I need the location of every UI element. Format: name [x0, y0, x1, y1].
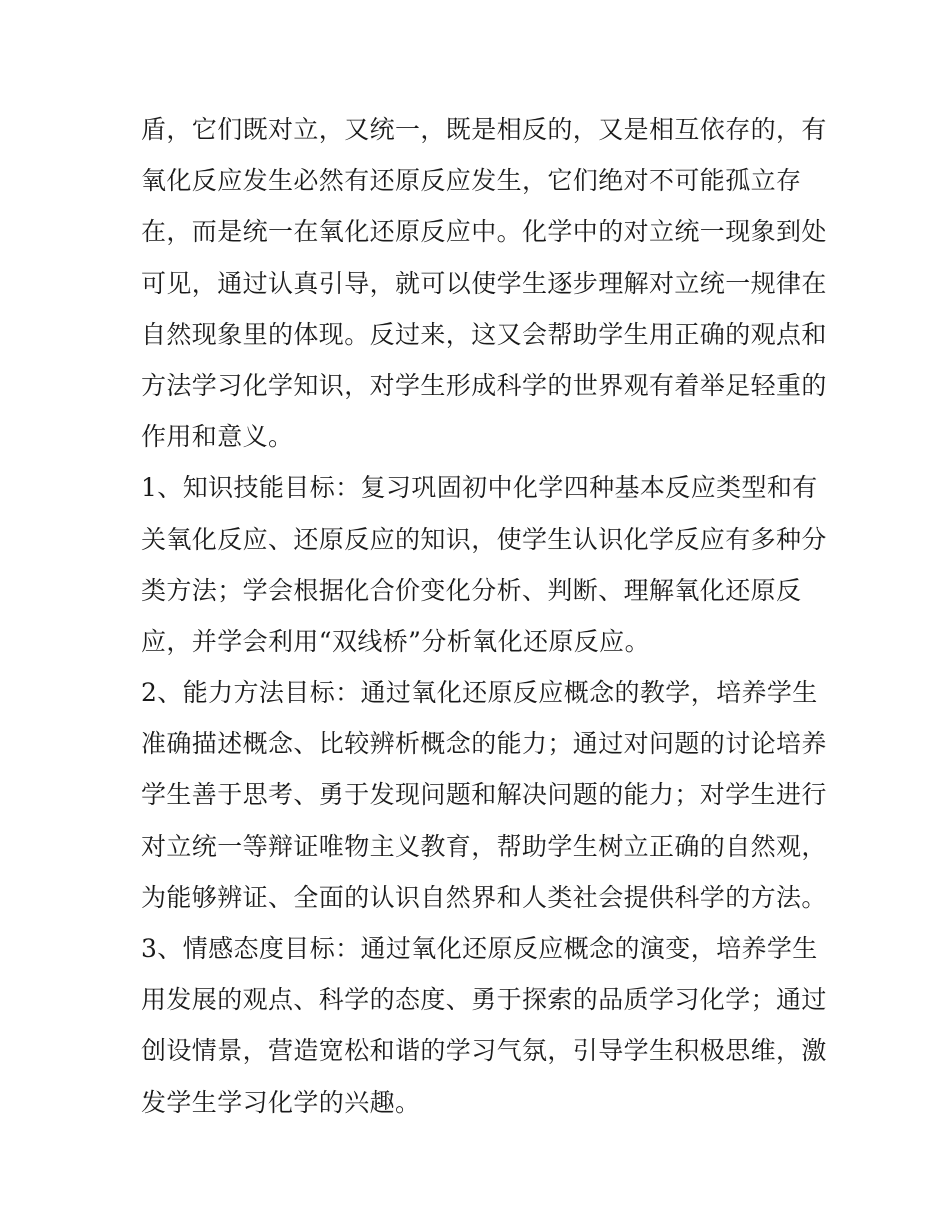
text-line: 方法学习化学知识，对学生形成科学的世界观有着举足轻重的	[141, 370, 827, 400]
text-line: 创设情景，营造宽松和谐的学习气氛，引导学生积极思维，激	[141, 1036, 827, 1066]
text-line: 氧化反应发生必然有还原反应发生，它们绝对不可能孤立存	[141, 166, 802, 196]
text-line: 作用和意义。	[141, 422, 294, 452]
text-line: 发学生学习化学的兴趣。	[141, 1087, 421, 1117]
text-line: 用发展的观点、科学的态度、勇于探索的品质学习化学；通过	[141, 985, 827, 1015]
text-line: 对立统一等辩证唯物主义教育，帮助学生树立正确的自然观，	[141, 831, 827, 861]
text-line: 可见，通过认真引导，就可以使学生逐步理解对立统一规律在	[141, 268, 827, 298]
text-line: 盾，它们既对立，又统一，既是相反的，又是相互依存的，有	[141, 115, 827, 144]
text-line: 关氧化反应、还原反应的知识，使学生认识化学反应有多种分	[141, 524, 827, 554]
text-line: 在，而是统一在氧化还原反应中。化学中的对立统一现象到处	[141, 217, 827, 247]
text-line: 准确描述概念、比较辨析概念的能力；通过对问题的讨论培养	[141, 729, 827, 759]
text-line: 自然现象里的体现。反过来，这又会帮助学生用正确的观点和	[141, 319, 827, 349]
text-line: 类方法；学会根据化合价变化分析、判断、理解氧化还原反	[141, 575, 802, 605]
text-line: 学生善于思考、勇于发现问题和解决问题的能力；对学生进行	[141, 780, 827, 810]
body-text	[141, 104, 827, 1128]
objective-ability-line: 2、能力方法目标：通过氧化还原反应概念的教学，培养学生	[141, 678, 818, 708]
objective-attitude-line: 3、情感态度目标：通过氧化还原反应概念的演变，培养学生	[141, 934, 818, 963]
objective-knowledge-line: 1、知识技能目标：复习巩固初中化学四种基本反应类型和有	[141, 473, 818, 503]
text-line: 为能够辨证、全面的认识自然界和人类社会提供科学的方法。	[141, 882, 827, 912]
text-line: 应，并学会利用“双线桥”分析氧化还原反应。	[141, 626, 650, 656]
